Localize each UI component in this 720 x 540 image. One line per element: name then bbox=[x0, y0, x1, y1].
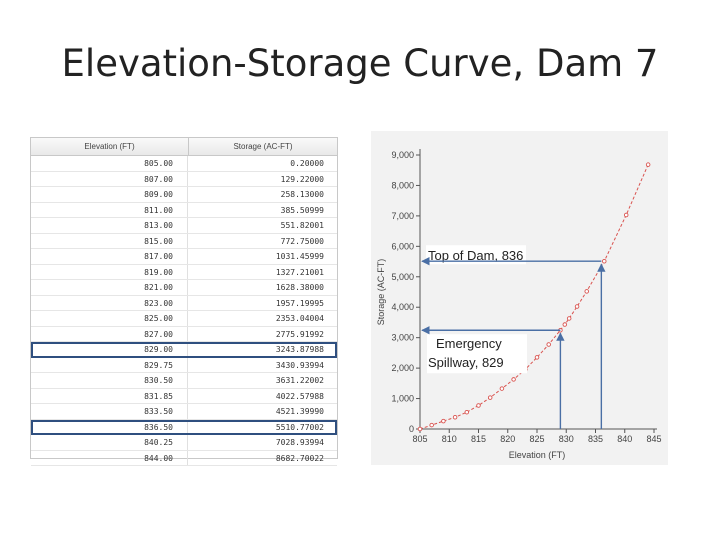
table-row bbox=[31, 373, 337, 389]
data-point bbox=[430, 423, 434, 427]
elevation-cell: 815.00 bbox=[31, 234, 188, 249]
table-row bbox=[31, 187, 337, 203]
x-tick-label: 820 bbox=[500, 434, 516, 444]
storage-cell: 772.75000 bbox=[280, 236, 324, 246]
data-point bbox=[465, 410, 469, 414]
chart-panel bbox=[371, 131, 668, 465]
table-row bbox=[31, 280, 337, 296]
x-tick-label: 835 bbox=[587, 434, 604, 444]
data-point bbox=[646, 163, 650, 167]
data-point bbox=[418, 427, 422, 431]
storage-cell: 3430.93994 bbox=[275, 360, 324, 370]
elevation-cell: 829.75 bbox=[31, 358, 188, 373]
x-tick-label: 825 bbox=[529, 434, 545, 444]
table-row bbox=[31, 404, 337, 420]
table-row bbox=[31, 327, 337, 343]
storage-cell: 0.20000 bbox=[290, 159, 324, 168]
table-row bbox=[31, 156, 337, 172]
storage-cell: 258.13000 bbox=[280, 190, 324, 199]
storage-cell: 551.82001 bbox=[280, 221, 324, 230]
column-header-storage: Storage (AC-FT) bbox=[233, 142, 293, 151]
table-row bbox=[31, 172, 337, 188]
elevation-cell: 830.50 bbox=[31, 373, 188, 388]
table-row bbox=[31, 234, 337, 250]
elevation-cell: 829.00 bbox=[31, 342, 188, 357]
x-tick-label: 840 bbox=[617, 434, 633, 444]
elevation-cell: 825.00 bbox=[31, 311, 188, 326]
elevation-cell: 836.50 bbox=[31, 420, 188, 435]
elevation-cell: 827.00 bbox=[31, 327, 188, 342]
elevation-cell: 840.25 bbox=[31, 435, 188, 450]
table-row bbox=[31, 451, 337, 467]
data-point bbox=[453, 415, 457, 419]
slide-title: Elevation-Storage Curve, Dam 7 bbox=[61, 42, 659, 85]
table-row bbox=[31, 265, 337, 281]
elevation-cell: 844.00 bbox=[31, 451, 188, 466]
column-header-elevation: Elevation (FT) bbox=[31, 138, 189, 155]
elevation-cell: 817.00 bbox=[31, 249, 188, 264]
storage-cell: 385.50999 bbox=[280, 205, 324, 215]
data-point bbox=[547, 343, 551, 347]
elevation-cell: 811.00 bbox=[31, 203, 188, 218]
annotation-top-of-dam: Top of Dam, 836 bbox=[428, 248, 524, 264]
y-tick-label: 0 bbox=[408, 424, 414, 434]
data-point bbox=[535, 356, 539, 360]
storage-series-line bbox=[420, 165, 648, 429]
elevation-storage-chart bbox=[371, 131, 668, 465]
storage-cell: 5510.77002 bbox=[275, 422, 324, 432]
storage-cell: 1031.45999 bbox=[275, 252, 324, 261]
storage-cell: 7028.93994 bbox=[275, 438, 324, 447]
table-row bbox=[31, 203, 337, 219]
data-point bbox=[563, 323, 567, 327]
table-row bbox=[31, 311, 337, 327]
elevation-cell: 805.00 bbox=[31, 156, 188, 171]
y-axis-label: Storage (AC-FT) bbox=[376, 258, 386, 326]
elevation-cell: 823.00 bbox=[31, 296, 188, 311]
data-point bbox=[500, 387, 504, 391]
storage-cell: 1327.21001 bbox=[275, 267, 324, 277]
data-point bbox=[602, 259, 606, 263]
elevation-cell: 833.50 bbox=[31, 404, 188, 419]
elevation-cell: 807.00 bbox=[31, 172, 188, 187]
storage-cell: 4022.57988 bbox=[275, 391, 324, 401]
data-point bbox=[575, 305, 579, 309]
data-point bbox=[567, 317, 571, 321]
y-tick-label: 7,000 bbox=[391, 210, 414, 221]
x-tick-label: 830 bbox=[558, 434, 574, 444]
data-point bbox=[624, 213, 628, 217]
elevation-cell: 819.00 bbox=[31, 265, 188, 280]
y-tick-label: 6,000 bbox=[391, 241, 414, 252]
annotation-emergency-spillway-line1: Emergency bbox=[436, 336, 502, 352]
storage-cell: 3243.87988 bbox=[275, 345, 324, 354]
data-point bbox=[585, 290, 589, 294]
storage-cell: 1628.38000 bbox=[275, 283, 324, 292]
table-row bbox=[31, 218, 337, 234]
y-tick-label: 3,000 bbox=[391, 332, 414, 343]
data-point bbox=[442, 419, 446, 423]
table-header bbox=[31, 138, 337, 156]
storage-cell: 2775.91992 bbox=[275, 329, 324, 339]
table-row bbox=[31, 249, 337, 265]
elevation-cell: 831.85 bbox=[31, 389, 188, 404]
x-axis-label: Elevation (FT) bbox=[508, 450, 566, 460]
y-tick-label: 4,000 bbox=[391, 302, 414, 313]
table-row bbox=[31, 296, 337, 312]
y-tick-label: 5,000 bbox=[391, 271, 414, 282]
x-tick-label: 805 bbox=[412, 434, 428, 444]
y-tick-label: 9,000 bbox=[391, 150, 414, 160]
y-tick-label: 2,000 bbox=[391, 363, 414, 374]
data-point bbox=[488, 396, 492, 400]
data-point bbox=[512, 378, 516, 382]
y-tick-label: 1,000 bbox=[391, 393, 414, 404]
x-tick-label: 815 bbox=[470, 434, 487, 444]
table-row bbox=[31, 342, 337, 358]
elevation-cell: 809.00 bbox=[31, 187, 188, 202]
elevation-cell: 821.00 bbox=[31, 280, 188, 295]
x-tick-label: 845 bbox=[646, 434, 662, 444]
table-body bbox=[31, 156, 337, 466]
table-row bbox=[31, 420, 337, 436]
storage-cell: 1957.19995 bbox=[275, 298, 324, 308]
elevation-cell: 813.00 bbox=[31, 218, 188, 233]
elevation-storage-table bbox=[30, 137, 338, 463]
storage-cell: 3631.22002 bbox=[275, 376, 324, 385]
storage-cell: 2353.04004 bbox=[275, 314, 324, 323]
x-tick-label: 810 bbox=[441, 434, 457, 444]
storage-cell: 129.22000 bbox=[280, 174, 324, 184]
data-point bbox=[477, 404, 481, 408]
table-row bbox=[31, 435, 337, 451]
table-row bbox=[31, 389, 337, 405]
table-row bbox=[31, 358, 337, 374]
y-tick-label: 8,000 bbox=[391, 180, 414, 191]
annotation-emergency-spillway-line2: Spillway, 829 bbox=[428, 355, 504, 371]
storage-cell: 8682.70022 bbox=[275, 453, 324, 463]
storage-cell: 4521.39990 bbox=[275, 407, 324, 416]
